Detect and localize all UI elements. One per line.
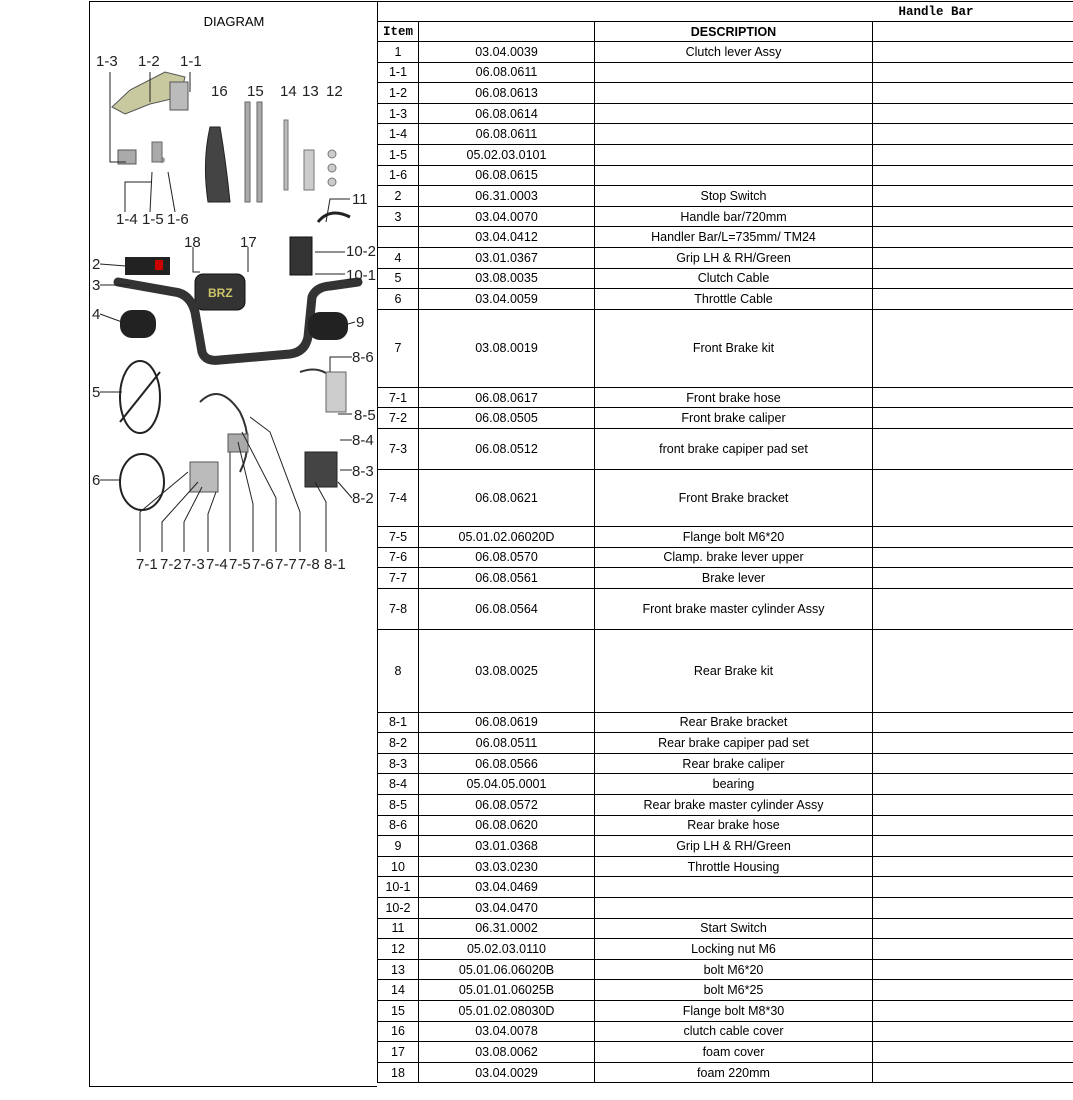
extra-cell: [873, 856, 1073, 877]
code-cell: 06.08.0570: [419, 547, 595, 568]
callout-17: 17: [240, 234, 257, 251]
item-cell: 1-3: [378, 103, 419, 124]
table-row: [378, 206, 1073, 227]
callout-13: 13: [302, 83, 319, 100]
table-row: [378, 629, 1073, 712]
code-cell: 03.08.0035: [419, 268, 595, 289]
table-row: [378, 568, 1073, 589]
callout-7-3: 7-3: [183, 556, 205, 573]
callout-4: 4: [92, 306, 101, 323]
code-cell: 05.04.05.0001: [419, 774, 595, 795]
code-cell: 05.01.02.06020D: [419, 526, 595, 547]
extra-cell: [873, 712, 1073, 733]
item-cell: 7-5: [378, 526, 419, 547]
table-row: [378, 1001, 1073, 1022]
table-row: [378, 795, 1073, 816]
item-cell: 12: [378, 939, 419, 960]
extra-cell: [873, 42, 1073, 63]
callout-1-5: 1-5: [142, 211, 164, 228]
extra-cell: [873, 898, 1073, 919]
extra-cell: [873, 186, 1073, 207]
sheet-title: Handle Bar: [378, 2, 1073, 22]
table-row: [378, 83, 1073, 104]
extra-cell: [873, 836, 1073, 857]
extra-cell: [873, 247, 1073, 268]
description-cell: Front Brake bracket: [595, 469, 873, 526]
description-cell: Grip LH & RH/Green: [595, 247, 873, 268]
description-cell: Rear brake hose: [595, 815, 873, 836]
callout-1-1: 1-1: [180, 53, 202, 70]
code-cell: 03.04.0029: [419, 1062, 595, 1083]
table-header-row: [378, 22, 1073, 42]
code-cell: 06.08.0511: [419, 733, 595, 754]
description-cell: Handler Bar/L=735mm/ TM24: [595, 227, 873, 248]
description-cell: bearing: [595, 774, 873, 795]
code-cell: 05.02.03.0110: [419, 939, 595, 960]
header-description: DESCRIPTION: [595, 22, 873, 42]
extra-cell: [873, 753, 1073, 774]
header-extra: [873, 22, 1073, 42]
extra-cell: [873, 309, 1073, 387]
description-cell: Rear brake capiper pad set: [595, 733, 873, 754]
table-row: [378, 836, 1073, 857]
code-cell: 06.08.0572: [419, 795, 595, 816]
table-row: [378, 939, 1073, 960]
table-row: [378, 227, 1073, 248]
code-cell: 06.31.0002: [419, 918, 595, 939]
code-cell: 06.08.0619: [419, 712, 595, 733]
description-cell: Throttle Cable: [595, 289, 873, 310]
item-cell: 7: [378, 309, 419, 387]
callout-14: 14: [280, 83, 297, 100]
callout-7-2: 7-2: [160, 556, 182, 573]
extra-cell: [873, 1042, 1073, 1063]
code-cell: 03.08.0025: [419, 629, 595, 712]
description-cell: Start Switch: [595, 918, 873, 939]
table-row: [378, 247, 1073, 268]
callout-7-7: 7-7: [275, 556, 297, 573]
description-cell: Rear brake caliper: [595, 753, 873, 774]
parts-table: [377, 1, 1073, 1083]
item-cell: [378, 227, 419, 248]
item-cell: 7-3: [378, 428, 419, 469]
code-cell: 03.01.0368: [419, 836, 595, 857]
table-row: [378, 165, 1073, 186]
code-cell: 05.01.06.06020B: [419, 959, 595, 980]
description-cell: [595, 103, 873, 124]
code-cell: 06.31.0003: [419, 186, 595, 207]
description-cell: Clutch Cable: [595, 268, 873, 289]
item-cell: 7-6: [378, 547, 419, 568]
extra-cell: [873, 144, 1073, 165]
code-cell: 06.08.0566: [419, 753, 595, 774]
description-cell: Front Brake kit: [595, 309, 873, 387]
table-row: [378, 42, 1073, 63]
extra-cell: [873, 526, 1073, 547]
sheet-title-row: [378, 2, 1073, 22]
callout-7-4: 7-4: [206, 556, 228, 573]
description-cell: bolt M6*20: [595, 959, 873, 980]
item-cell: 8-1: [378, 712, 419, 733]
item-cell: 10-2: [378, 898, 419, 919]
description-cell: [595, 124, 873, 145]
callout-8-2: 8-2: [352, 490, 374, 507]
diagram-panel: [89, 1, 377, 1087]
table-row: [378, 815, 1073, 836]
extra-cell: [873, 227, 1073, 248]
item-cell: 1-1: [378, 62, 419, 83]
callout-7-6: 7-6: [252, 556, 274, 573]
callout-8-6: 8-6: [352, 349, 374, 366]
extra-cell: [873, 547, 1073, 568]
item-cell: 10: [378, 856, 419, 877]
extra-cell: [873, 428, 1073, 469]
table-row: [378, 289, 1073, 310]
code-cell: 03.04.0412: [419, 227, 595, 248]
item-cell: 8-4: [378, 774, 419, 795]
description-cell: Flange bolt M6*20: [595, 526, 873, 547]
item-cell: 15: [378, 1001, 419, 1022]
code-cell: 06.08.0512: [419, 428, 595, 469]
description-cell: [595, 898, 873, 919]
code-cell: 03.04.0039: [419, 42, 595, 63]
description-cell: Grip LH & RH/Green: [595, 836, 873, 857]
item-cell: 8: [378, 629, 419, 712]
table-row: [378, 1062, 1073, 1083]
code-cell: 03.04.0078: [419, 1021, 595, 1042]
item-cell: 10-1: [378, 877, 419, 898]
table-row: [378, 469, 1073, 526]
description-cell: foam 220mm: [595, 1062, 873, 1083]
extra-cell: [873, 959, 1073, 980]
item-cell: 7-8: [378, 588, 419, 629]
item-cell: 8-2: [378, 733, 419, 754]
table-row: [378, 753, 1073, 774]
code-cell: 06.08.0617: [419, 387, 595, 408]
exploded-parts-diagram: [90, 42, 378, 577]
item-cell: 7-2: [378, 408, 419, 429]
callout-1-4: 1-4: [116, 211, 138, 228]
extra-cell: [873, 774, 1073, 795]
table-row: [378, 712, 1073, 733]
table-row: [378, 526, 1073, 547]
description-cell: Clutch lever Assy: [595, 42, 873, 63]
table-row: [378, 980, 1073, 1001]
table-row: [378, 547, 1073, 568]
description-cell: Rear Brake kit: [595, 629, 873, 712]
item-cell: 8-5: [378, 795, 419, 816]
table-row: [378, 733, 1073, 754]
table-row: [378, 103, 1073, 124]
extra-cell: [873, 980, 1073, 1001]
item-cell: 1: [378, 42, 419, 63]
item-cell: 9: [378, 836, 419, 857]
description-cell: Rear Brake bracket: [595, 712, 873, 733]
callout-18: 18: [184, 234, 201, 251]
callout-7-8: 7-8: [298, 556, 320, 573]
table-row: [378, 268, 1073, 289]
table-row: [378, 898, 1073, 919]
code-cell: 03.03.0230: [419, 856, 595, 877]
code-cell: 03.04.0070: [419, 206, 595, 227]
table-row: [378, 309, 1073, 387]
item-cell: 3: [378, 206, 419, 227]
description-cell: Brake lever: [595, 568, 873, 589]
extra-cell: [873, 268, 1073, 289]
code-cell: 03.04.0470: [419, 898, 595, 919]
description-cell: Stop Switch: [595, 186, 873, 207]
table-row: [378, 588, 1073, 629]
header-item: Item: [378, 22, 419, 42]
description-cell: Flange bolt M8*30: [595, 1001, 873, 1022]
code-cell: 06.08.0564: [419, 588, 595, 629]
description-cell: Handle bar/720mm: [595, 206, 873, 227]
callout-7-5: 7-5: [229, 556, 251, 573]
callout-8-5: 8-5: [354, 407, 376, 424]
callout-10-1: 10-1: [346, 267, 377, 284]
item-cell: 6: [378, 289, 419, 310]
handlebar-diagram-illustration: [90, 42, 378, 577]
code-cell: 06.08.0613: [419, 83, 595, 104]
item-cell: 18: [378, 1062, 419, 1083]
table-row: [378, 959, 1073, 980]
item-cell: 5: [378, 268, 419, 289]
callout-15: 15: [247, 83, 264, 100]
extra-cell: [873, 469, 1073, 526]
callout-1-2: 1-2: [138, 53, 160, 70]
table-row: [378, 856, 1073, 877]
description-cell: Rear brake master cylinder Assy: [595, 795, 873, 816]
callout-2: 2: [92, 256, 101, 273]
item-cell: 7-7: [378, 568, 419, 589]
callout-6: 6: [92, 472, 101, 489]
extra-cell: [873, 408, 1073, 429]
item-cell: 17: [378, 1042, 419, 1063]
code-cell: 03.01.0367: [419, 247, 595, 268]
table-row: [378, 144, 1073, 165]
extra-cell: [873, 629, 1073, 712]
diagram-header: DIAGRAM: [203, 14, 265, 29]
extra-cell: [873, 918, 1073, 939]
callout-12: 12: [326, 83, 343, 100]
extra-cell: [873, 62, 1073, 83]
item-cell: 1-4: [378, 124, 419, 145]
callout-5: 5: [92, 384, 101, 401]
callout-11: 11: [352, 191, 368, 208]
table-row: [378, 428, 1073, 469]
item-cell: 14: [378, 980, 419, 1001]
code-cell: 03.08.0062: [419, 1042, 595, 1063]
callout-10-2: 10-2: [346, 243, 377, 260]
table-row: [378, 124, 1073, 145]
extra-cell: [873, 733, 1073, 754]
extra-cell: [873, 568, 1073, 589]
code-cell: 05.01.02.08030D: [419, 1001, 595, 1022]
description-cell: foam cover: [595, 1042, 873, 1063]
item-cell: 2: [378, 186, 419, 207]
extra-cell: [873, 1021, 1073, 1042]
table-row: [378, 408, 1073, 429]
code-cell: 06.08.0611: [419, 62, 595, 83]
callout-7-1: 7-1: [136, 556, 158, 573]
code-cell: 06.08.0611: [419, 124, 595, 145]
table-row: [378, 1042, 1073, 1063]
extra-cell: [873, 815, 1073, 836]
table-row: [378, 62, 1073, 83]
extra-cell: [873, 939, 1073, 960]
table-row: [378, 774, 1073, 795]
table-row: [378, 918, 1073, 939]
item-cell: 7-4: [378, 469, 419, 526]
callout-16: 16: [211, 83, 228, 100]
description-cell: Clamp. brake lever upper: [595, 547, 873, 568]
code-cell: 03.08.0019: [419, 309, 595, 387]
code-cell: 03.04.0059: [419, 289, 595, 310]
code-cell: 06.08.0620: [419, 815, 595, 836]
description-cell: [595, 144, 873, 165]
description-cell: clutch cable cover: [595, 1021, 873, 1042]
description-cell: [595, 62, 873, 83]
extra-cell: [873, 206, 1073, 227]
code-cell: 05.01.01.06025B: [419, 980, 595, 1001]
code-cell: 06.08.0621: [419, 469, 595, 526]
table-row: [378, 1021, 1073, 1042]
item-cell: 7-1: [378, 387, 419, 408]
header-code: [419, 22, 595, 42]
extra-cell: [873, 124, 1073, 145]
description-cell: Front brake hose: [595, 387, 873, 408]
description-cell: bolt M6*25: [595, 980, 873, 1001]
extra-cell: [873, 795, 1073, 816]
table-row: [378, 387, 1073, 408]
code-cell: 03.04.0469: [419, 877, 595, 898]
callout-8-3: 8-3: [352, 463, 374, 480]
description-cell: [595, 165, 873, 186]
description-cell: [595, 877, 873, 898]
extra-cell: [873, 165, 1073, 186]
table-row: [378, 877, 1073, 898]
description-cell: Front brake master cylinder Assy: [595, 588, 873, 629]
item-cell: 1-6: [378, 165, 419, 186]
item-cell: 8-6: [378, 815, 419, 836]
callout-8-1: 8-1: [324, 556, 346, 573]
description-cell: Throttle Housing: [595, 856, 873, 877]
extra-cell: [873, 289, 1073, 310]
brand-label: BRZ: [208, 286, 233, 300]
item-cell: 11: [378, 918, 419, 939]
code-cell: 06.08.0615: [419, 165, 595, 186]
item-cell: 16: [378, 1021, 419, 1042]
callout-3: 3: [92, 277, 101, 294]
code-cell: 06.08.0505: [419, 408, 595, 429]
extra-cell: [873, 877, 1073, 898]
extra-cell: [873, 83, 1073, 104]
code-cell: 06.08.0561: [419, 568, 595, 589]
extra-cell: [873, 1001, 1073, 1022]
description-cell: Front brake caliper: [595, 408, 873, 429]
code-cell: 06.08.0614: [419, 103, 595, 124]
item-cell: 1-5: [378, 144, 419, 165]
callout-9: 9: [356, 314, 365, 331]
extra-cell: [873, 1062, 1073, 1083]
description-cell: Locking nut M6: [595, 939, 873, 960]
item-cell: 13: [378, 959, 419, 980]
callout-1-3: 1-3: [96, 53, 118, 70]
extra-cell: [873, 103, 1073, 124]
extra-cell: [873, 387, 1073, 408]
table-row: [378, 186, 1073, 207]
callout-1-6: 1-6: [167, 211, 189, 228]
item-cell: 8-3: [378, 753, 419, 774]
item-cell: 4: [378, 247, 419, 268]
callout-8-4: 8-4: [352, 432, 374, 449]
description-cell: front brake capiper pad set: [595, 428, 873, 469]
item-cell: 1-2: [378, 83, 419, 104]
description-cell: [595, 83, 873, 104]
extra-cell: [873, 588, 1073, 629]
code-cell: 05.02.03.0101: [419, 144, 595, 165]
